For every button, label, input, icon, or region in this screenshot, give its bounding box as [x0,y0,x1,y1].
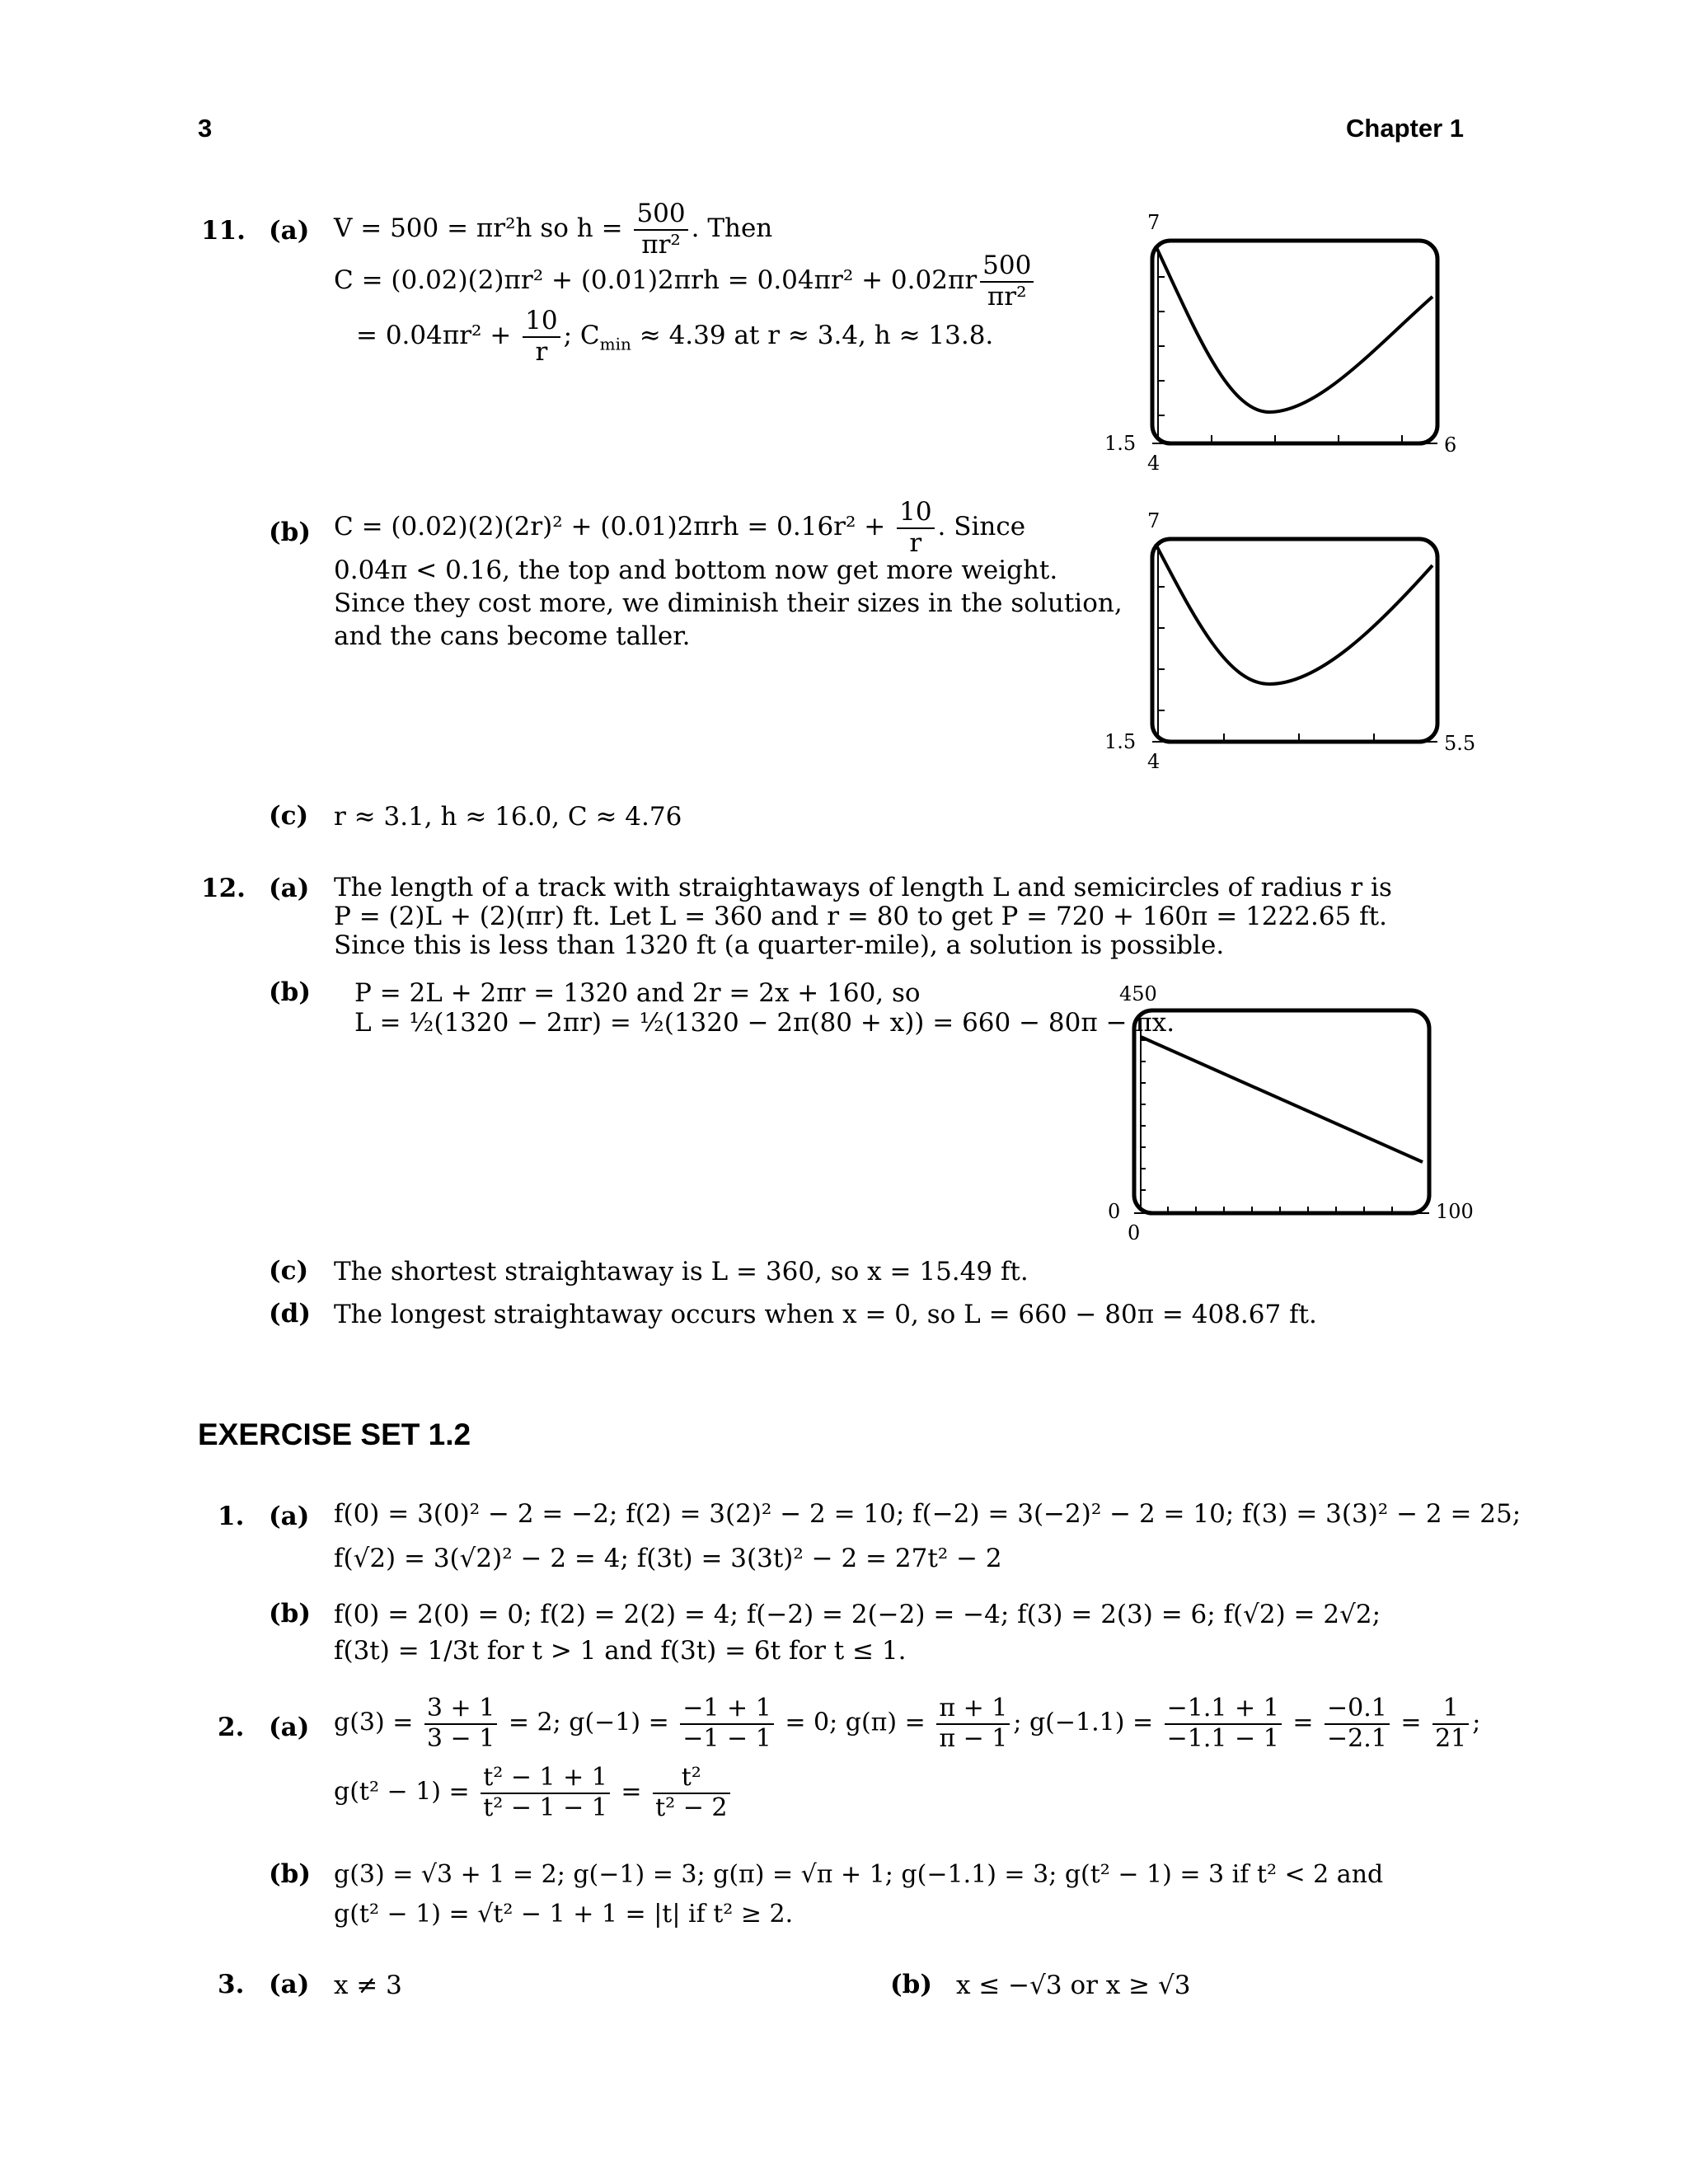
problem-12-number: 12. [201,874,246,903]
graph2-ymin-label: 4 [1147,750,1160,773]
exercise-3b-text: x ≤ −√3 or x ≥ √3 [956,1971,1191,2000]
exercise-2a-line2: g(t² − 1) = $\frac{\text{t² − 1 + 1}}{\text{t² − 1 − 1}}$ = $\frac{\text{t²}}{\text{t² − 2}}$ [334,1764,734,1822]
exercise-1a-line1: f(0) = 3(0)² − 2 = −2; f(2) = 3(2)² − 2 = 10; f(−2) = 3(−2)² − 2 = 10; f(3) = 3(3)² − 2 = 25; [334,1499,1522,1529]
cost-graph-b [1104,504,1484,776]
exercise-2b-line1: g(3) = √3 + 1 = 2; g(−1) = 3; g(π) = √π + 1; g(−1.1) = 3; g(t² − 1) = 3 if t² < 2 and [334,1860,1384,1889]
problem-12a-line2: P = (2)L + (2)(πr) ft. Let L = 360 and r = 80 to get P = 720 + 160π = 1222.65 ft. [334,902,1387,931]
exercise-1b-label: (b) [269,1599,312,1629]
chapter-title: Chapter 1 [1346,114,1464,143]
page-number: 3 [198,114,213,143]
problem-11a-label: (a) [269,216,310,246]
exercise-1b-line2: f(3t) = 1/3t for t > 1 and f(3t) = 6t for t ≤ 1. [334,1636,907,1666]
graph3-xmax-label: 100 [1436,1200,1474,1223]
problem-12a-line3: Since this is less than 1320 ft (a quarter-mile), a solution is possible. [334,930,1225,960]
problem-12d-text: The longest straightaway occurs when x = 0, so L = 660 − 80π = 408.67 ft. [334,1300,1317,1329]
graph2-ymax-label: 7 [1147,509,1160,532]
graph2-xmax-label: 5.5 [1444,732,1476,755]
exercise-3a-text: x ≠ 3 [334,1971,402,2000]
problem-11b-line4: and the cans become taller. [334,621,691,651]
problem-11c-text: r ≈ 3.1, h ≈ 16.0, C ≈ 4.76 [334,802,682,832]
problem-11b-line2: 0.04π < 0.16, the top and bottom now get more weight. [334,555,1058,585]
exercise-3b-label: (b) [890,1970,933,1999]
cost-graph-a [1104,206,1467,478]
graph1-xmin-label: 1.5 [1104,432,1137,455]
section-title: EXERCISE SET 1.2 [198,1418,471,1451]
problem-12a-line1: The length of a track with straightaways of length L and semicircles of radius r is [334,873,1392,902]
exercise-3a-label: (a) [269,1970,310,1999]
problem-12b-label: (b) [269,977,312,1007]
graph2-xmin-label: 1.5 [1104,730,1137,753]
exercise-1a-label: (a) [269,1502,310,1531]
problem-11-number: 11. [201,216,246,246]
exercise-1-number: 1. [218,1502,245,1531]
graph3-ymax-label: 450 [1119,982,1157,1005]
graph1-ymin-label: 4 [1147,452,1160,475]
problem-12b-line2: L = ½(1320 − 2πr) = ½(1320 − 2π(80 + x)) = 660 − 80π − πx. [354,1008,1175,1038]
graph3-xmin-label: 0 [1108,1200,1121,1223]
exercise-1a-line2: f(√2) = 3(√2)² − 2 = 4; f(3t) = 3(3t)² − 2 = 27t² − 2 [334,1544,1002,1573]
exercise-2b-label: (b) [269,1859,312,1889]
graph1-xmax-label: 6 [1444,434,1457,457]
graph3-ymin-label: 0 [1128,1221,1141,1244]
problem-11a-line3: = 0.04πr² + $\frac{10}{r}$ ; $C_{min} \approx 4.39$ at r ≈ 3.4, h ≈ 13.8. [356,306,994,367]
problem-12c-label: (c) [269,1256,309,1286]
problem-11c-label: (c) [269,801,309,831]
graph1-ymax-label: 7 [1147,211,1160,234]
problem-11a-line2: C = (0.02)(2)πr² + (0.01)2πrh = 0.04πr² + 0.02πr $\frac{500}{\text{πr²}}$ [334,251,1037,312]
problem-12c-text: The shortest straightaway is L = 360, so x = 15.49 ft. [334,1257,1029,1286]
problem-12a-label: (a) [269,874,310,903]
problem-11b-line1: C = (0.02)(2)(2r)² + (0.01)2πrh = 0.16r² + $\frac{10}{r}$ . Since [334,497,1026,558]
exercise-2a-label: (a) [269,1713,310,1742]
problem-11b-label: (b) [269,518,312,547]
exercise-2a-line1: g(3) = $\frac{3 + 1}{3 - 1}$ = 2; g(−1) = $\frac{-1 + 1}{-1 - 1}$ = 0; g(π) = $\frac{\pi + 1}{\pi - 1}$ ; g(−1.1) = $\frac{-1.1 + 1}{-1.1 - 1}$ = $\frac{-0.1}{-2.1}$ = $\frac{1}{21}$ ; [334,1694,1481,1753]
exercise-1b-line1: f(0) = 2(0) = 0; f(2) = 2(2) = 4; f(−2) = 2(−2) = −4; f(3) = 2(3) = 6; f(√2) = 2√2; [334,1600,1381,1629]
exercise-2-number: 2. [218,1713,245,1742]
problem-11a-line1: V = 500 = πr²h so h = $\frac{500}{\text{πr²}}$ . Then [334,199,773,260]
problem-11b-line3: Since they cost more, we diminish their sizes in the solution, [334,588,1123,618]
problem-12b-line1: P = 2L + 2πr = 1320 and 2r = 2x + 160, so [354,978,921,1008]
exercise-3-number: 3. [218,1970,245,1999]
exercise-2b-line2: g(t² − 1) = √t² − 1 + 1 = |t| if t² ≥ 2. [334,1900,794,1929]
straightaway-graph [1096,981,1492,1253]
problem-12d-label: (d) [269,1299,312,1329]
